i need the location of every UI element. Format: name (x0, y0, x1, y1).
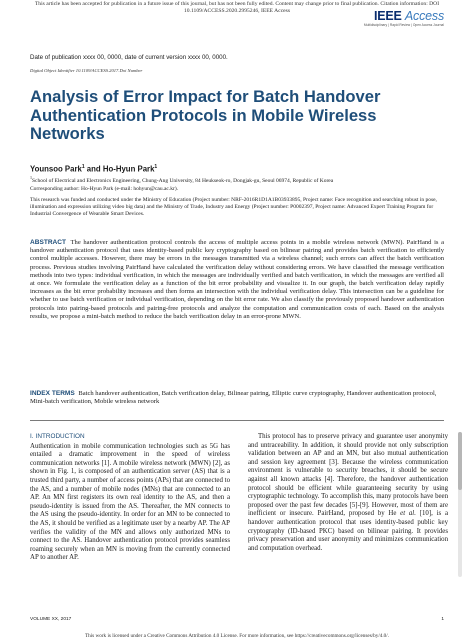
logo-tagline: Multidisciplinary | Rapid Review | Open Access Journal (363, 23, 444, 27)
corresponding-author: Corresponding author: Ho-Hyun Park (e-mail: hohyun@cau.ac.kr). (30, 186, 179, 192)
author-conjunction: and (84, 164, 103, 174)
abstract (30, 239, 444, 321)
section-numeral: I. (30, 433, 34, 440)
section-divider (30, 420, 444, 421)
section-title: INTRODUCTION (35, 433, 85, 440)
author-name-1: Younsoo Park (30, 164, 82, 174)
right-column (248, 433, 448, 553)
footer-page-number: 1 (441, 617, 444, 622)
author-affil-mark-2: 1 (154, 164, 158, 170)
vertical-scrollbar[interactable] (458, 432, 462, 577)
affiliation: $^1$School of Electrical and Electronics Engineering, Chung-Ang University, 84 Heukseok-ro, Dongjak-gu, Seoul 06974, Republic of Korea (30, 175, 334, 184)
funding-statement: This research was funded and conducted under the Ministry of Education (Project number: NRF-2016R1D1A1B03933895, Project name: Face recognition and searching robust in pose, illumination and expression utilizing video big data) and the Ministry of Trade, Industry and Energy (Project number: P0002397, Project name: Advanced Expert Training Program for Industrial Convergence of Wearable Smart Devices. (30, 197, 437, 218)
abstract-label: ABSTRACT (30, 239, 67, 246)
index-terms (30, 390, 444, 406)
license-notice: This work is licensed under a Creative Commons Attribution 4.0 License. For more information, see https://creativecommons.org/licenses/by/4.0/. (84, 633, 390, 639)
logo-access: Access (404, 9, 444, 23)
intro-paragraph-2-part2: [10], is a handover authentication protocol that uses identity-based public key cryptography (ID-based PKC) based on bilinear pairing. It provides privacy preservation and user anonymity and minimizes communication and computation overhead. (248, 510, 448, 552)
logo-wordmark (364, 10, 444, 23)
affiliation-text: School of Electrical and Electronics Engineering, Chung-Ang University, 84 Heukseok-ro, Dongjak-gu, Seoul 06974, Republic of Korea (32, 177, 334, 184)
ieee-access-logo (364, 10, 444, 28)
publication-dates: Date of publication xxxx 00, 0000, date of current version xxxx 00, 0000. (30, 54, 228, 61)
preprint-notice-line1: This article has been accepted for publication in a future issue of this journal, but has not been fully edited. Content may change prior to final publication. Citation information: DOI (34, 1, 440, 7)
page-title: Analysis of Error Impact for Batch Handover Authentication Protocols in Mobile Wireless Networks (30, 87, 381, 143)
intro-paragraph-2 (248, 433, 448, 553)
scrollbar-thumb[interactable] (458, 432, 462, 490)
index-terms-text: Batch handover authentication, Batch verification delay, Bilinear pairing, Elliptic curve cryptography, Handover authentication protocol, Mini-batch verification, Mobile wireless network (30, 390, 437, 406)
intro-paragraph-1: Authentication in mobile communication technologies such as 5G has entailed a dramatic improvement in the speed of wireless communication networks [1]. A mobile wireless network (MWN) [2], as shown in Fig. 1, is composed of an authentication server (AS) that is a trusted third party, a number of access points (APs) that are connected to the AS, and a number of mobile nodes (MNs) that are connected to an AP. An MN first registers its own real identity to the AS, and then a pseudo-identity is issued from the AS. Thereafter, the MN connects to the AS using the pseudo-identity. In order for an MN to be connected to the AS, it should be verified as a legitimate user by a nearby AP. The AP verifies the validity of the MN and allows only authorized MNs to connect to the AS. Handover authentication protocol provides seamless roaming securely when an MN is moving from the currently connected AP to another AP. (30, 442, 230, 562)
footer-volume: VOLUME XX, 2017 (30, 617, 72, 622)
preprint-notice-line2: 10.1109/ACCESS.2020.2995246, IEEE Access (183, 8, 291, 14)
abstract-text: The handover authentication protocol controls the access of multiple access points in a mobile wireless network (MWN). PairHand is a handover authentication protocol that uses identity-based public key cryptography based on bilinear pairing and provides batch verification to efficiently control multiple accesses. However, there may be errors in the messages transmitted via a wireless channel; such errors can affect the batch verification process. Previous studies involving PairHand have calculated the verification delay without considering errors. We have classified the message verification methods into two types: individual verification, in which the messages are individually verified and batch verification, in which the messages are verified all at once. We formulate the verification delay as a function of the bit error probability and visualize it. In our graph, the batch verification delay rapidly increases as the bit error probability increases and then forms an intersection with the individual verification delay. This intersection can be a guideline for whether to use batch verification or individual verification, depending on the bit error rate. We also classify the previously proposed handover authentication protocols into pairing-based protocols and pairing-free protocols and analyze the computation and communication costs of each. Based on the analysis results, we propose a mini-batch method to reduce the batch verification delay in an error-prone MWN. (30, 239, 444, 320)
author-list (30, 164, 157, 174)
section-heading-introduction (30, 433, 230, 442)
index-terms-label: INDEX TERMS (30, 390, 75, 397)
doi-line: Digital Object Identifier 10.1109/ACCESS.2017.Doi Number (30, 68, 143, 73)
logo-ieee: IEEE (373, 9, 402, 23)
left-column (30, 433, 230, 563)
intro-et-al: et al. (400, 510, 416, 518)
author-name-2: Ho-Hyun Park (102, 164, 155, 174)
intro-paragraph-2-part1: This protocol has to preserve privacy and guarantee user anonymity and untraceability. In addition, it should provide not only subscription validation between an AP and an MN, but also mutual authentication and session key agreement [3]. Because the wireless communication environment is vulnerable to security breaches, it should be secure against all known attacks [4]. Therefore, the handover authentication protocol should be efficient while guaranteeing security by using cryptographic technology. To accomplish this, many protocols have been proposed over the past few decades [5]-[9]. However, most of them are inefficient or insecure. PairHand, proposed by He (248, 433, 448, 518)
author-affil-mark-1: 1 (81, 164, 85, 170)
